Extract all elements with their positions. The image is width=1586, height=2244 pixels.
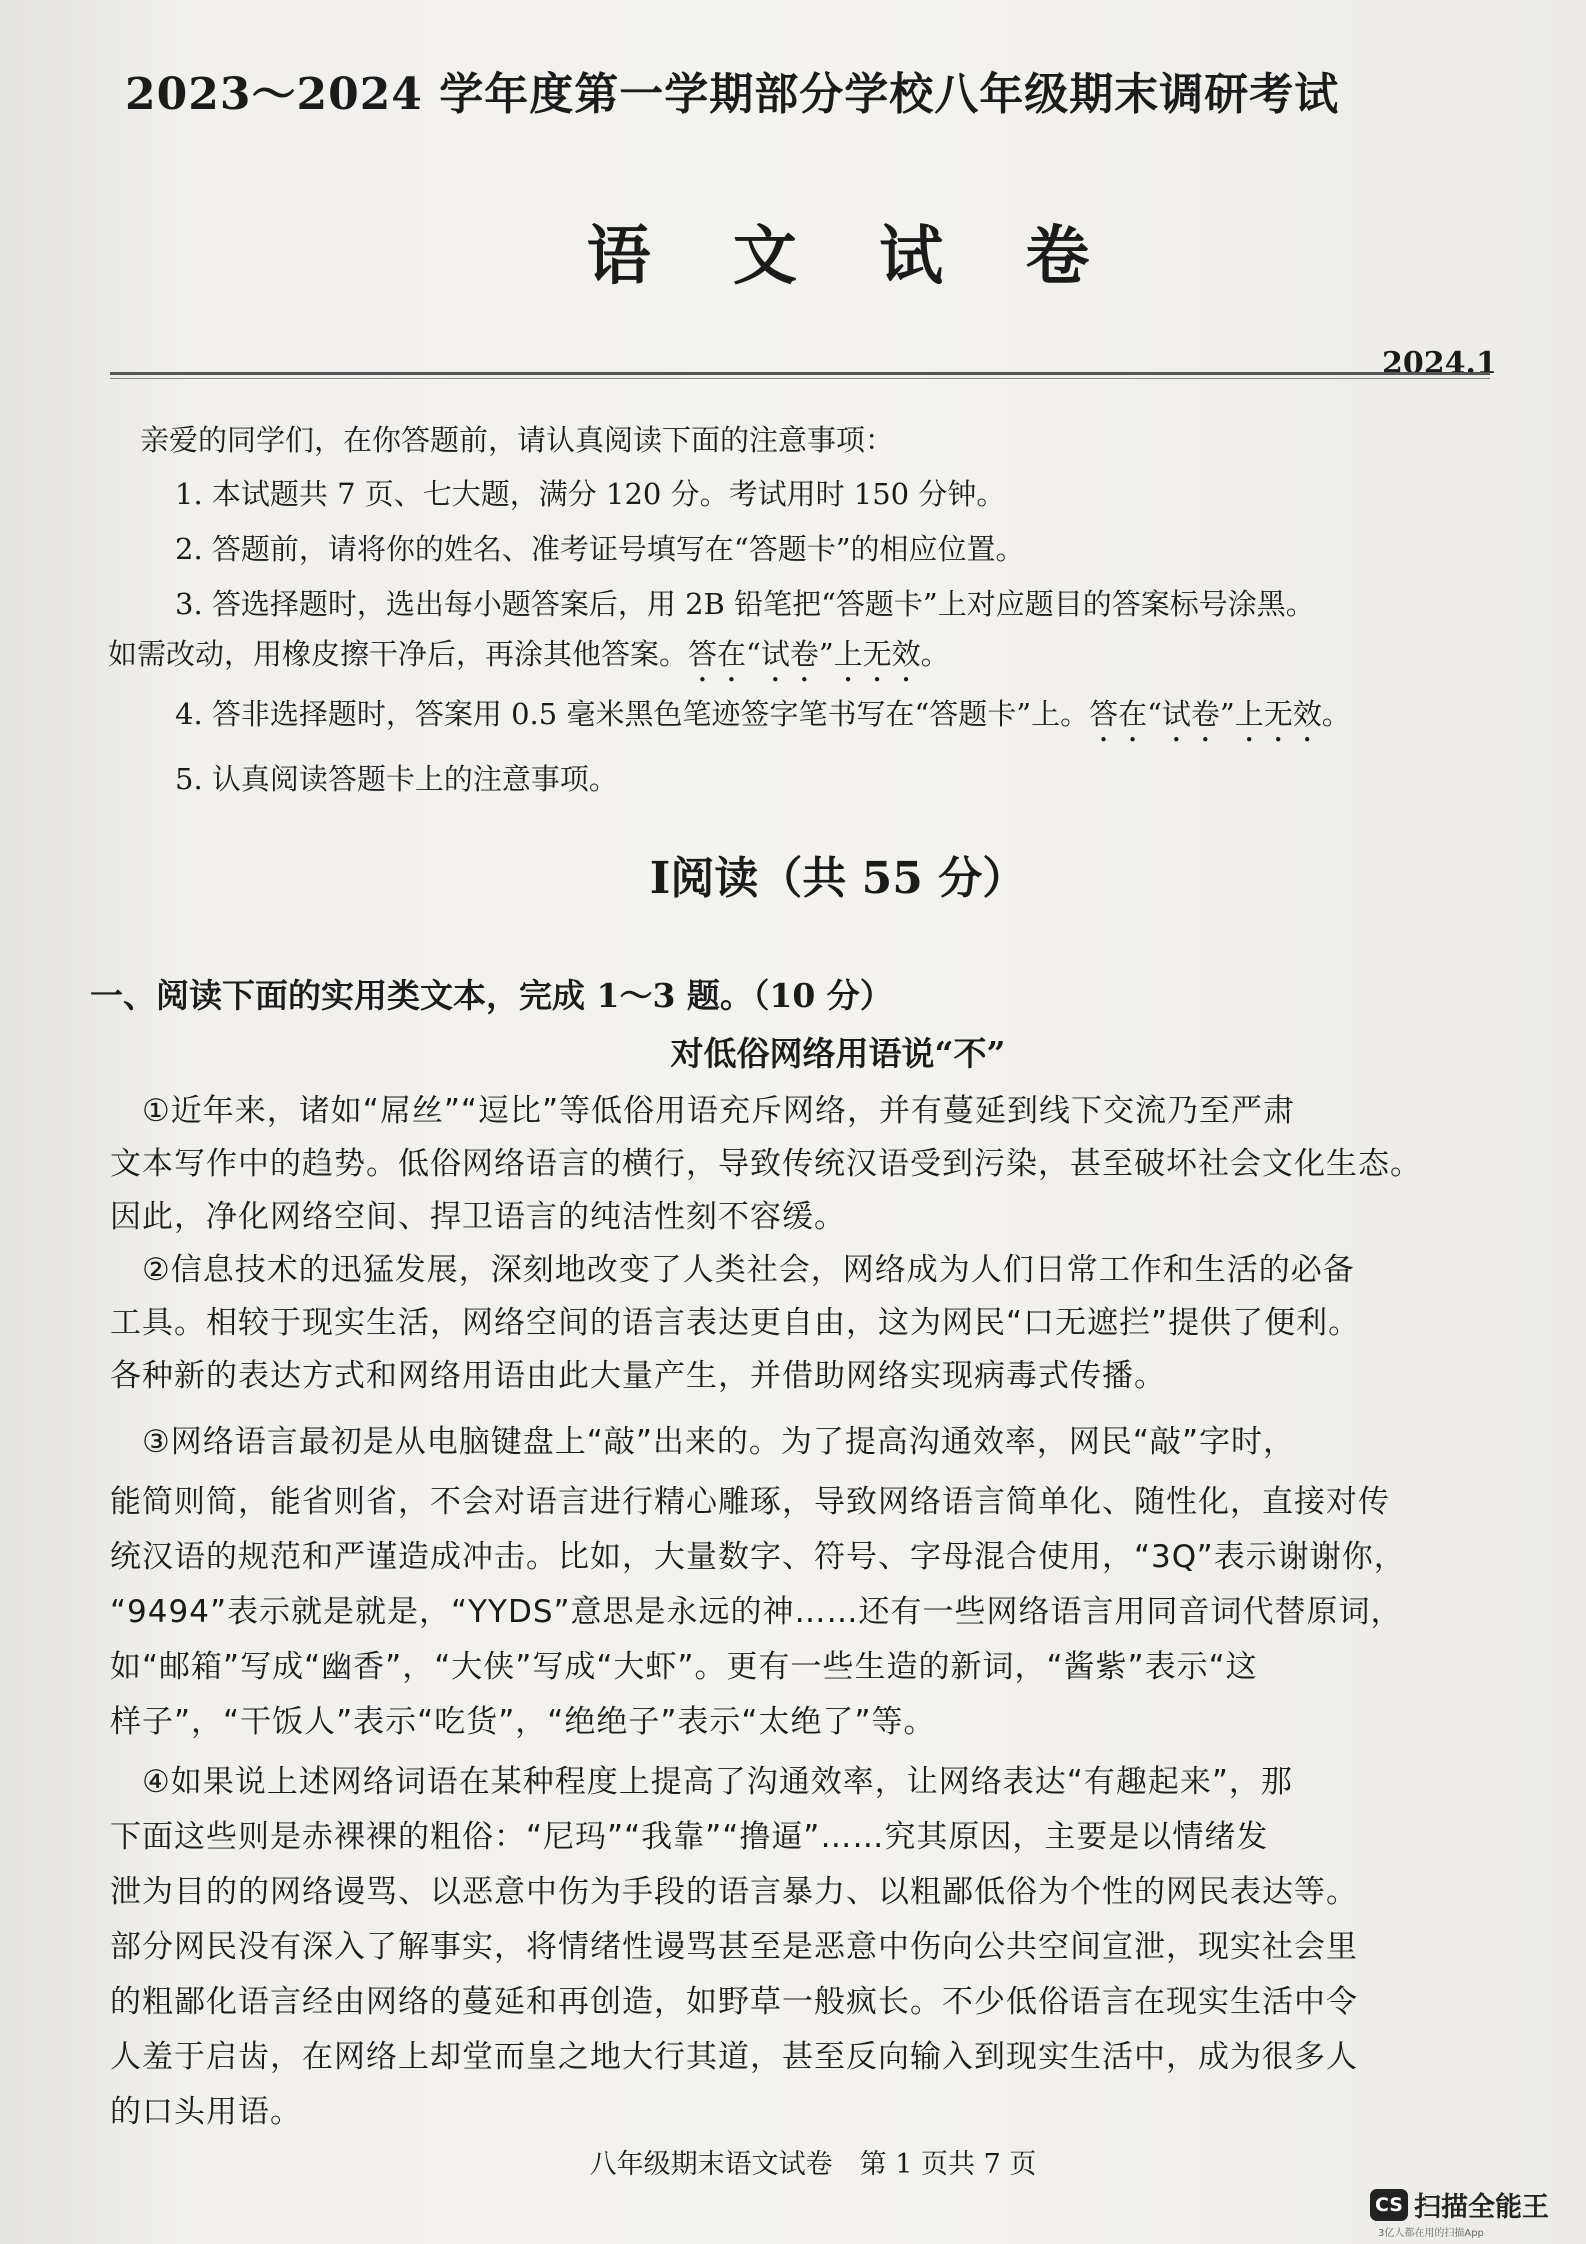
notice-item-3-emphasis: 答在“试卷”上无效。 [688,637,950,671]
exam-title: 2023～2024 学年度第一学期部分学校八年级期末调研考试 [125,69,1340,120]
notice-item-1: 1. 本试题共 7 页、七大题，满分 120 分。考试用时 150 分钟。 [175,477,1006,511]
notice-item-5: 5. 认真阅读答题卡上的注意事项。 [175,762,618,796]
article-line: ③网络语言最初是从电脑键盘上“敲”出来的。为了提高沟通效率，网民“敲”字时， [110,1424,1296,1460]
notice-item-2: 2. 答题前，请将你的姓名、准考证号填写在“答题卡”的相应位置。 [175,532,1025,566]
notice-item-3-line-1: 3. 答选择题时，选出每小题答案后，用 2B 铅笔把“答题卡”上对应题目的答案标号涂黑。 [175,587,1315,621]
article-line: 如“邮箱”写成“幽香”，“大侠”写成“大虾”。更有一些生造的新词，“酱紫”表示“这 [110,1649,1258,1685]
article-line: 样子”，“干饭人”表示“吃货”，“绝绝子”表示“太绝了”等。 [110,1704,936,1740]
article-line: ①近年来，诸如“屌丝”“逗比”等低俗用语充斥网络，并有蔓延到线下交流乃至严肃 [110,1093,1296,1129]
section-heading: Ⅰ阅读（共 55 分） [649,853,1027,904]
camscanner-logo-icon: CS [1370,2189,1408,2221]
page-footer: 八年级期末语文试卷 第 1 页共 7 页 [589,2149,1037,2180]
article-line: 统汉语的规范和严谨造成冲击。比如，大量数字、符号、字母混合使用，“3Q”表示谢谢你， [110,1539,1406,1575]
article-line: 因此，净化网络空间、捍卫语言的纯洁性刻不容缓。 [110,1199,846,1235]
article-title: 对低俗网络用语说“不” [670,1034,1006,1073]
scanner-app-name: 扫描全能王 [1414,2192,1549,2223]
article-line: 人羞于启齿，在网络上却堂而皇之地大行其道，甚至反向输入到现实生活中，成为很多人 [110,2039,1358,2075]
article-line: 的粗鄙化语言经由网络的蔓延和再创造，如野草一般疯长。不少低俗语言在现实生活中令 [110,1984,1358,2020]
notice-item-4-text: 4. 答非选择题时，答案用 0.5 毫米黑色笔迹签字笔书写在“答题卡”上。 [175,697,1090,731]
question-heading: 一、阅读下面的实用类文本，完成 1～3 题。（10 分） [90,976,893,1015]
article-line: 泄为目的的网络谩骂、以恶意中伤为手段的语言暴力、以粗鄙低俗为个性的网民表达等。 [110,1874,1358,1910]
article-line: ④如果说上述网络词语在某种程度上提高了沟通效率，让网络表达“有趣起来”，那 [110,1764,1293,1800]
article-line: 下面这些则是赤裸裸的粗俗：“尼玛”“我靠”“撸逼”……究其原因，主要是以情绪发 [110,1819,1269,1855]
notice-item-3-text: 如需改动，用橡皮擦干净后，再涂其他答案。 [108,637,689,671]
notice-item-4 [175,692,1351,749]
article-line: 部分网民没有深入了解事实，将情绪性谩骂甚至是恶意中伤向公共空间宣泄，现实社会里 [110,1929,1358,1965]
notice-item-3-line-2 [108,632,950,689]
exam-date: 2024.1 [1382,346,1497,381]
scanner-tagline: 3亿人都在用的扫描App [1378,2228,1484,2239]
article-line: “9494”表示就是就是，“YYDS”意思是永远的神……还有一些网络语言用同音词代替原词， [110,1594,1403,1630]
article-line: 工具。相较于现实生活，网络空间的语言表达更自由，这为网民“口无遮拦”提供了便利。 [110,1305,1361,1341]
paper-title: 语 文 试 卷 [586,219,1120,294]
header-divider [110,372,1490,379]
article-line: 各种新的表达方式和网络用语由此大量产生，并借助网络实现病毒式传播。 [110,1358,1166,1394]
notice-intro: 亲爱的同学们，在你答题前，请认真阅读下面的注意事项： [140,423,895,457]
article-line: 能简则简，能省则省，不会对语言进行精心雕琢，导致网络语言简单化、随性化，直接对传 [110,1484,1390,1520]
article-line: 的口头用语。 [110,2094,302,2130]
notice-item-4-emphasis: 答在“试卷”上无效。 [1089,697,1351,731]
scanner-watermark [1370,2185,1549,2224]
article-line: 文本写作中的趋势。低俗网络语言的横行，导致传统汉语受到污染，甚至破坏社会文化生态。 [110,1146,1422,1182]
article-line: ②信息技术的迅猛发展，深刻地改变了人类社会，网络成为人们日常工作和生活的必备 [110,1252,1355,1288]
